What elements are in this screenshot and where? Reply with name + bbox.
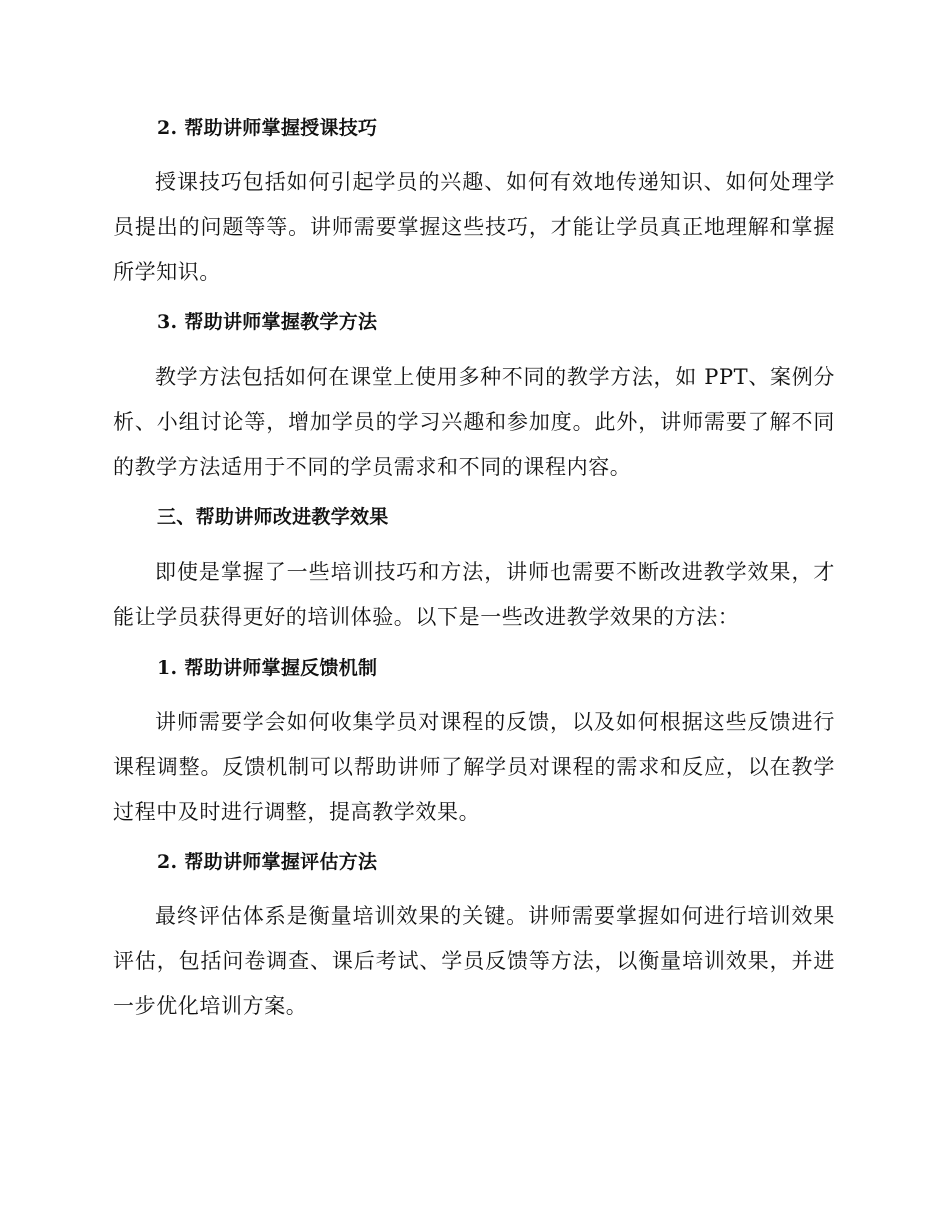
- chapter-heading-improve-effect: 三、帮助讲师改进教学效果: [157, 506, 389, 528]
- section-heading-evaluation: 2. 帮助讲师掌握评估方法: [157, 851, 378, 873]
- section-heading-teaching-methods: 3. 帮助讲师掌握教学方法: [157, 311, 378, 333]
- section-paragraph-evaluation: 最终评估体系是衡量培训效果的关键。讲师需要掌握如何进行培训效果评估，包括问卷调查、课后考试、学员反馈等方法，以衡量培训效果，并进一步优化培训方案。: [113, 904, 835, 1018]
- section-paragraph-teaching-methods: 教学方法包括如何在课堂上使用多种不同的教学方法，如 PPT、案例分析、小组讨论等，增加学员的学习兴趣和参加度。此外，讲师需要了解不同的教学方法适用于不同的学员需求和不同的课程内容。: [113, 365, 835, 479]
- chapter-paragraph-improve-effect: 即使是掌握了一些培训技巧和方法，讲师也需要不断改进教学效果，才能让学员获得更好的培训体验。以下是一些改进教学效果的方法：: [113, 560, 835, 629]
- section-paragraph-teaching-skills: 授课技巧包括如何引起学员的兴趣、如何有效地传递知识、如何处理学员提出的问题等等。讲师需要掌握这些技巧，才能让学员真正地理解和掌握所学知识。: [113, 170, 835, 284]
- section-heading-teaching-skills: 2. 帮助讲师掌握授课技巧: [157, 117, 378, 139]
- section-heading-feedback: 1. 帮助讲师掌握反馈机制: [157, 657, 378, 679]
- section-paragraph-feedback: 讲师需要学会如何收集学员对课程的反馈，以及如何根据这些反馈进行课程调整。反馈机制可以帮助讲师了解学员对课程的需求和反应，以在教学过程中及时进行调整，提高教学效果。: [113, 710, 835, 824]
